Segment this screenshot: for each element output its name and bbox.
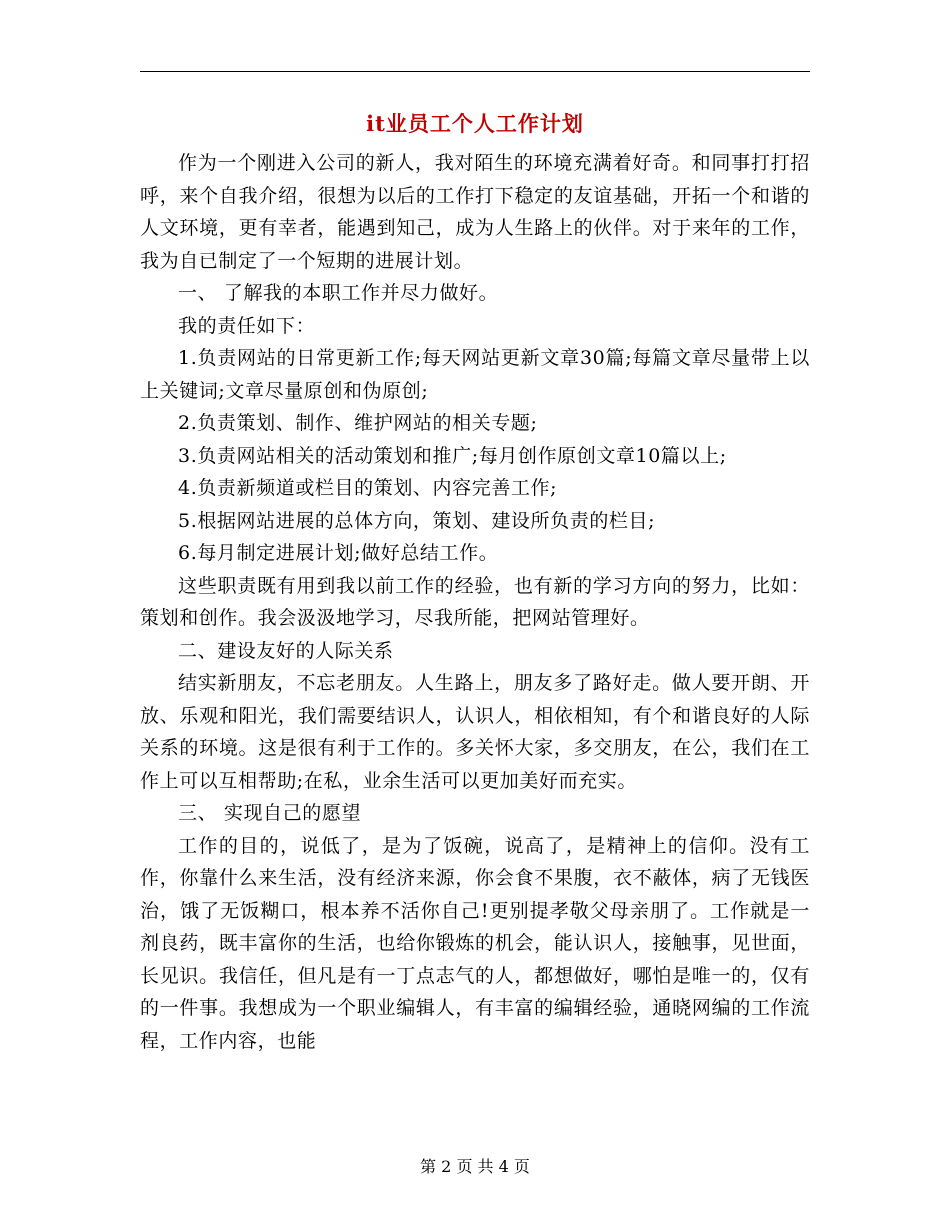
section-heading-2: 二、建设友好的人际关系 — [178, 639, 394, 662]
section-heading-3: 三、 实现自己的愿望 — [178, 802, 362, 824]
responsibility-item-6: 6.每月制定进展计划;做好总结工作。 — [178, 542, 499, 564]
paragraph-aspirations: 工作的目的，说低了，是为了饭碗，说高了，是精神上的信仰。没有工作，你靠什么来生活，没有经济来源，你会食不果腹，衣不蔽体，病了无钱医治，饿了无饭糊口，根本养不活你自己!更别提孝敬父母亲朋了。工作就是一剂良药，既丰富你的生活，也给你锻炼的机会，能认识人，接触事，见世面，长见识。我信任，但凡是有一丁点志气的人，都想做好，哪怕是唯一的，仅有的一件事。我想成为一个职业编辑人，有丰富的编辑经验，通晓网编的工作流程，工作内容，也能 — [140, 834, 810, 1052]
document-body — [140, 147, 810, 1057]
header-rule — [140, 71, 810, 72]
section-heading-1: 一、 了解我的本职工作并尽力做好。 — [178, 282, 499, 304]
responsibility-item-2: 2.负责策划、制作、维护网站的相关专题; — [178, 412, 538, 434]
responsibilities-intro: 我的责任如下： — [178, 314, 316, 337]
responsibility-item-4: 4.负责新频道或栏目的策划、内容完善工作; — [178, 477, 558, 499]
document-title: it业员工个人工作计划 — [366, 111, 584, 136]
paragraph-responsibilities-summary: 这些职责既有用到我以前工作的经验，也有新的学习方向的努力，比如：策划和创作。我会汲汲地学习，尽我所能，把网站管理好。 — [140, 574, 810, 629]
paragraph-relationships: 结实新朋友，不忘老朋友。人生路上，朋友多了路好走。做人要开朗、开放、乐观和阳光，我们需要结识人，认识人，相依相知，有个和谐良好的人际关系的环境。这是很有利于工作的。多关怀大家，多交朋友，在公，我们在工作上可以互相帮助;在私，业余生活可以更加美好而充实。 — [140, 672, 810, 792]
responsibility-item-1: 1.负责网站的日常更新工作;每天网站更新文章30篇;每篇文章尽量带上以上关键词;文章尽量原创和伪原创; — [140, 347, 810, 402]
responsibility-item-5: 5.根据网站进展的总体方向，策划、建设所负责的栏目; — [178, 509, 656, 532]
paragraph-intro: 作为一个刚进入公司的新人，我对陌生的环境充满着好奇。和同事打打招呼，来个自我介绍，很想为以后的工作打下稳定的友谊基础，开拓一个和谐的人文环境，更有幸者，能遇到知己，成为人生路上的伙伴。对于来年的工作，我为自已制定了一个短期的进展计划。 — [140, 152, 810, 272]
responsibility-item-3: 3.负责网站相关的活动策划和推广;每月创作原创文章10篇以上; — [178, 444, 727, 467]
page-number-footer: 第 2 页 共 4 页 — [420, 1157, 530, 1176]
